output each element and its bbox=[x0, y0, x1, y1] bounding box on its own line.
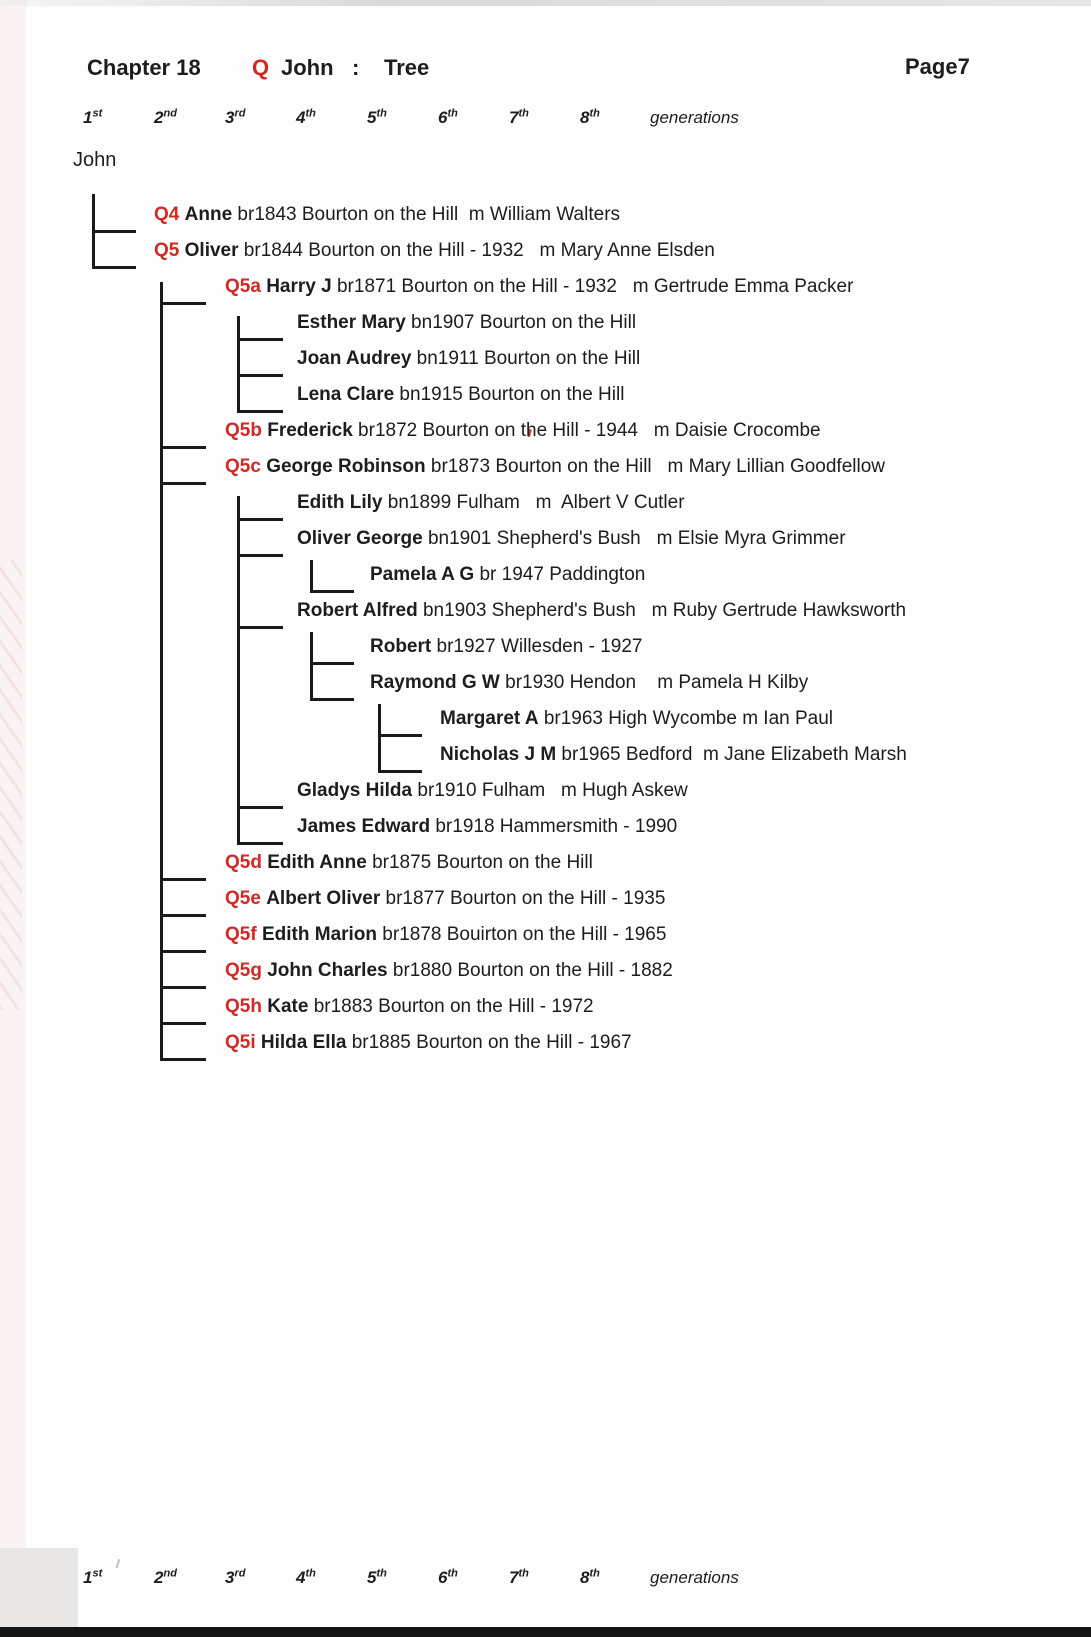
generation-code: Q5f bbox=[225, 924, 257, 945]
tree-connector-tick bbox=[237, 518, 283, 521]
ordinal-suffix: th bbox=[376, 107, 387, 120]
tree-connector-vertical bbox=[237, 316, 240, 413]
ordinal-suffix: th bbox=[305, 107, 316, 120]
tree-connector-tick bbox=[378, 770, 422, 773]
tree-row bbox=[225, 888, 665, 910]
person-details: bn1899 Fulham m Albert V Cutler bbox=[382, 492, 685, 513]
ordinal-suffix: th bbox=[305, 1567, 316, 1580]
generation-ordinal bbox=[367, 1568, 387, 1588]
person-details: bn1911 Bourton on the Hill bbox=[411, 348, 641, 369]
person-name: Albert Oliver bbox=[266, 888, 381, 909]
generation-ordinal bbox=[296, 1568, 316, 1588]
person-details: br1843 Bourton on the Hill m William Walters bbox=[232, 204, 621, 225]
generation-code: Q5c bbox=[225, 456, 261, 477]
tree-row bbox=[225, 1032, 632, 1054]
tree-connector-tick bbox=[160, 914, 206, 917]
tree-connector-tick bbox=[378, 734, 422, 737]
tree-connector-vertical bbox=[310, 560, 313, 593]
person-name: George Robinson bbox=[266, 456, 426, 477]
ordinal-suffix: st bbox=[92, 1567, 103, 1580]
ordinal-suffix: th bbox=[447, 1567, 458, 1580]
tree-connector-tick bbox=[160, 986, 206, 989]
generations-label: generations bbox=[650, 108, 739, 127]
person-details: br1883 Bourton on the Hill - 1972 bbox=[308, 996, 594, 1017]
person-details: br1844 Bourton on the Hill - 1932 m Mary Anne Elsden bbox=[238, 240, 715, 261]
generation-code: Q5e bbox=[225, 888, 261, 909]
person-name: John Charles bbox=[267, 960, 388, 981]
tree-connector-tick bbox=[237, 410, 283, 413]
tree-row bbox=[154, 204, 620, 226]
person-details: bn1907 Bourton on the Hill bbox=[405, 312, 637, 333]
tree-connector-tick bbox=[160, 878, 206, 881]
tree-row bbox=[225, 420, 821, 442]
tree-row bbox=[225, 924, 666, 946]
person-details: br1872 Bourton on the Hill - 1944 m Daisie Crocombe bbox=[352, 420, 821, 441]
header-colon: : bbox=[352, 55, 360, 80]
ordinal-number: 6 bbox=[438, 1568, 448, 1587]
tree-connector-tick bbox=[92, 230, 136, 233]
person-details: bn1903 Shepherd's Bush m Ruby Gertrude Hawksworth bbox=[417, 600, 907, 621]
person-name: Joan Audrey bbox=[297, 348, 412, 369]
person-details: br1871 Bourton on the Hill - 1932 m Gertrude Emma Packer bbox=[331, 276, 854, 297]
ordinal-suffix: nd bbox=[163, 107, 177, 120]
tree-row bbox=[154, 240, 715, 262]
person-name: Hilda Ella bbox=[260, 1032, 347, 1053]
ordinal-number: 4 bbox=[296, 108, 306, 127]
tree-row bbox=[297, 780, 688, 802]
generation-ordinal bbox=[580, 1568, 600, 1588]
generation-ordinal bbox=[225, 108, 245, 128]
person-name: Anne bbox=[184, 204, 233, 225]
generation-ordinal bbox=[154, 108, 177, 128]
person-details: br1963 High Wycombe m Ian Paul bbox=[538, 708, 834, 729]
generation-ordinal bbox=[509, 108, 529, 128]
tree-row bbox=[225, 276, 853, 298]
ordinal-suffix: rd bbox=[234, 107, 246, 120]
tree-connector-vertical bbox=[310, 632, 313, 701]
tree-row bbox=[297, 492, 685, 514]
generations-label: generations bbox=[650, 1568, 739, 1587]
generation-ordinal bbox=[83, 1568, 102, 1588]
scan-hatch-artifact bbox=[0, 560, 22, 1010]
person-name: Pamela A G bbox=[370, 564, 475, 585]
generation-code: Q5g bbox=[225, 960, 262, 981]
person-details: br1927 Willesden - 1927 bbox=[431, 636, 643, 657]
person-name: Esther Mary bbox=[297, 312, 406, 333]
tree-row bbox=[370, 672, 808, 694]
ordinal-suffix: th bbox=[518, 107, 529, 120]
person-details: br1918 Hammersmith - 1990 bbox=[430, 816, 678, 837]
ordinal-suffix: th bbox=[589, 1567, 600, 1580]
ordinal-number: 2 bbox=[154, 108, 164, 127]
person-name: Gladys Hilda bbox=[297, 780, 413, 801]
person-details: br1965 Bedford m Jane Elizabeth Marsh bbox=[556, 744, 907, 765]
generation-ordinal bbox=[225, 1568, 245, 1588]
tree-connector-tick bbox=[237, 554, 283, 557]
tree-connector-tick bbox=[160, 446, 206, 449]
tree-word: Tree bbox=[384, 55, 430, 80]
person-details: br1885 Bourton on the Hill - 1967 bbox=[346, 1032, 632, 1053]
person-name: Raymond G W bbox=[370, 672, 500, 693]
tree-row bbox=[440, 708, 833, 730]
generation-ordinal bbox=[296, 108, 316, 128]
person-name: Margaret A bbox=[440, 708, 539, 729]
person-name: Lena Clare bbox=[297, 384, 395, 405]
tree-connector-tick bbox=[310, 698, 354, 701]
tree-connector-tick bbox=[160, 482, 206, 485]
tree-row bbox=[370, 636, 642, 658]
person-name: Edith Marion bbox=[261, 924, 378, 945]
ordinal-suffix: th bbox=[447, 107, 458, 120]
person-name: Oliver George bbox=[297, 528, 423, 549]
person-name: James Edward bbox=[297, 816, 431, 837]
tree-row bbox=[297, 816, 677, 838]
tree-connector-tick bbox=[310, 590, 354, 593]
tree-connector-tick bbox=[92, 266, 136, 269]
person-details: br1875 Bourton on the Hill bbox=[366, 852, 593, 873]
generation-ordinal bbox=[438, 1568, 458, 1588]
generation-code: Q4 bbox=[154, 204, 180, 225]
ordinal-suffix: st bbox=[92, 107, 103, 120]
person-name: Nicholas J M bbox=[440, 744, 557, 765]
tree-row bbox=[297, 600, 906, 622]
person-details: br1877 Bourton on the Hill - 1935 bbox=[380, 888, 666, 909]
person-details: bn1915 Bourton on the Hill bbox=[394, 384, 625, 405]
person-name: Edith Anne bbox=[267, 852, 367, 873]
tree-person-name: John bbox=[281, 55, 334, 80]
small-scan-mark bbox=[116, 1559, 121, 1568]
page-top-edge-shadow bbox=[0, 0, 1091, 6]
generation-scale-top bbox=[0, 108, 1091, 134]
generation-ordinal bbox=[367, 108, 387, 128]
ordinal-number: 1 bbox=[83, 108, 93, 127]
generation-code: Q5h bbox=[225, 996, 262, 1017]
tree-connector-tick bbox=[160, 950, 206, 953]
bottom-black-bar bbox=[0, 1627, 1091, 1637]
tree-row bbox=[297, 312, 636, 334]
tree-connector-tick bbox=[160, 302, 206, 305]
root-person-label: John bbox=[73, 149, 117, 171]
ordinal-suffix: th bbox=[376, 1567, 387, 1580]
person-name: Edith Lily bbox=[297, 492, 383, 513]
ordinal-number: 6 bbox=[438, 108, 448, 127]
person-details: br1930 Hendon m Pamela H Kilby bbox=[499, 672, 809, 693]
generation-ordinal bbox=[580, 108, 600, 128]
person-name: Robert Alfred bbox=[297, 600, 418, 621]
ordinal-number: 5 bbox=[367, 1568, 377, 1587]
tree-row bbox=[297, 528, 846, 550]
tree-connector-vertical bbox=[378, 704, 381, 773]
person-details: br1880 Bourton on the Hill - 1882 bbox=[387, 960, 673, 981]
tree-connector-tick bbox=[160, 1022, 206, 1025]
tree-connector-tick bbox=[237, 842, 283, 845]
ordinal-suffix: nd bbox=[163, 1567, 177, 1580]
tree-connector-tick bbox=[310, 662, 354, 665]
person-name: Harry J bbox=[266, 276, 332, 297]
tree-row bbox=[225, 852, 593, 874]
generation-code: Q5i bbox=[225, 1032, 256, 1053]
chapter-title: Chapter 18 bbox=[87, 55, 201, 80]
generation-ordinal bbox=[83, 108, 102, 128]
tree-connector-tick bbox=[237, 626, 283, 629]
person-name: Kate bbox=[267, 996, 309, 1017]
person-name: Oliver bbox=[184, 240, 239, 261]
generation-ordinal bbox=[509, 1568, 529, 1588]
tree-row bbox=[225, 456, 885, 478]
ordinal-suffix: th bbox=[518, 1567, 529, 1580]
generation-scale-bottom bbox=[0, 1568, 1091, 1594]
tree-row bbox=[297, 348, 640, 370]
tree-row bbox=[370, 564, 645, 586]
tree-connector-vertical bbox=[237, 496, 240, 845]
ordinal-suffix: rd bbox=[234, 1567, 246, 1580]
generation-ordinal bbox=[438, 108, 458, 128]
person-details: br1910 Fulham m Hugh Askew bbox=[412, 780, 688, 801]
generation-code: Q5a bbox=[225, 276, 261, 297]
tree-connector-tick bbox=[237, 806, 283, 809]
person-name: Robert bbox=[370, 636, 432, 657]
page-number: Page7 bbox=[905, 54, 970, 79]
tree-row bbox=[225, 996, 594, 1018]
ordinal-number: 8 bbox=[580, 108, 590, 127]
person-name: Frederick bbox=[267, 420, 353, 441]
generation-code: Q5b bbox=[225, 420, 262, 441]
tree-row bbox=[225, 960, 673, 982]
tree-connector-tick bbox=[160, 1058, 206, 1061]
generation-code: Q5d bbox=[225, 852, 262, 873]
ordinal-number: 8 bbox=[580, 1568, 590, 1587]
tree-row bbox=[297, 384, 624, 406]
ordinal-number: 7 bbox=[509, 1568, 519, 1587]
tree-connector-tick bbox=[237, 338, 283, 341]
person-details: bn1901 Shepherd's Bush m Elsie Myra Grimmer bbox=[422, 528, 846, 549]
ordinal-number: 1 bbox=[83, 1568, 93, 1587]
ordinal-number: 2 bbox=[154, 1568, 164, 1587]
ordinal-number: 3 bbox=[225, 1568, 235, 1587]
ordinal-suffix: th bbox=[589, 107, 600, 120]
person-details: br 1947 Paddington bbox=[474, 564, 646, 585]
ordinal-number: 7 bbox=[509, 108, 519, 127]
tree-connector-vertical bbox=[160, 282, 163, 1061]
q-code-letter: Q bbox=[252, 55, 270, 80]
ordinal-number: 4 bbox=[296, 1568, 306, 1587]
tree-row bbox=[440, 744, 907, 766]
ordinal-number: 3 bbox=[225, 108, 235, 127]
ordinal-number: 5 bbox=[367, 108, 377, 127]
person-details: br1873 Bourton on the Hill m Mary Lillian Goodfellow bbox=[425, 456, 886, 477]
tree-connector-tick bbox=[237, 374, 283, 377]
generation-ordinal bbox=[154, 1568, 177, 1588]
generation-code: Q5 bbox=[154, 240, 180, 261]
person-details: br1878 Bouirton on the Hill - 1965 bbox=[377, 924, 667, 945]
